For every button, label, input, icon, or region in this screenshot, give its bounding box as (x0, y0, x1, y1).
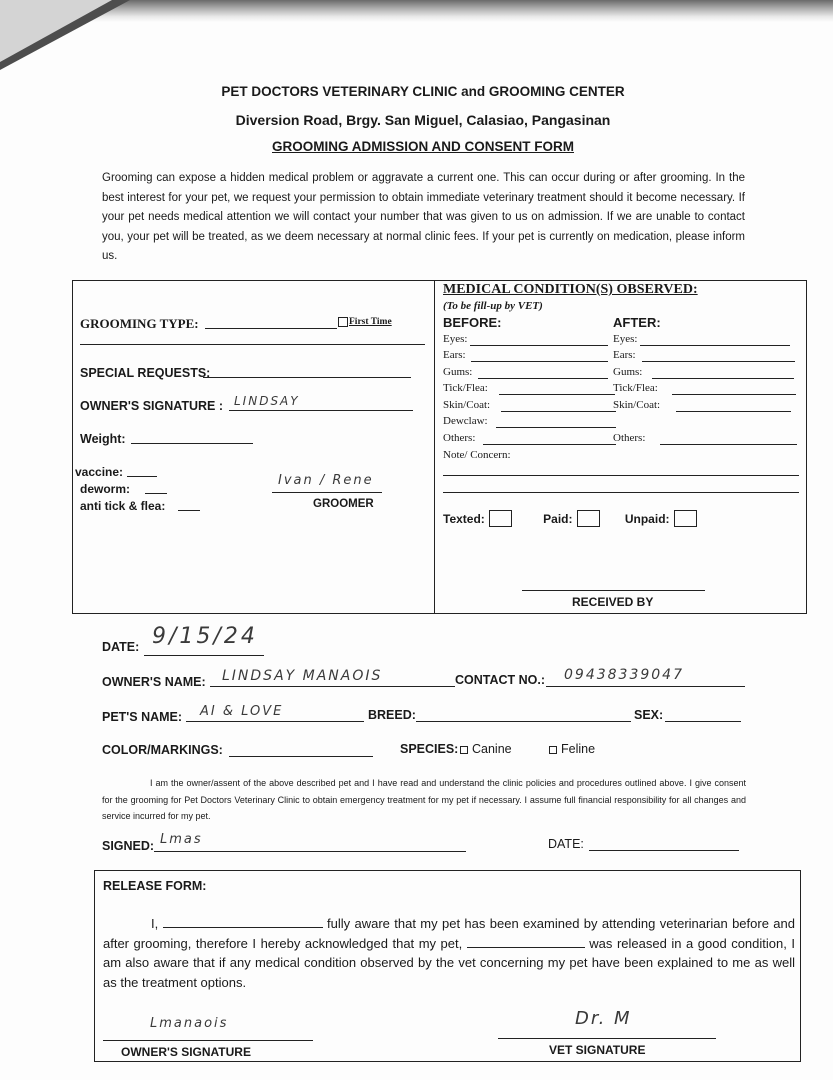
before-item-label: Dewclaw: (443, 415, 488, 427)
intro-paragraph: Grooming can expose a hidden medical problem or aggravate a current one. This can occur during or after grooming. In the best interest for your pet, we request your permission to obtain immediate veterinary treatment should it become necessary. If your pet needs medical attention we will contact your number that was given to us on admission. If we are unable to contact you, your pet will be treated, as we deem necessary at normal clinic fees. If your pet is currently on medication, please inform us. (102, 172, 745, 262)
clinic-name: PET DOCTORS VETERINARY CLINIC and GROOMING CENTER (221, 84, 625, 99)
grooming-type-line-2[interactable] (80, 344, 425, 345)
consent-paragraph: I am the owner/assent of the above described pet and I have read and understand the clinic policies and procedures outlined above. I give consent for the grooming for Pet Doctors Veterinary Clinic to obtain emergency treatment for my pet if necessary. I assume full financial responsibility for all changes and service incurred for my pet. (102, 778, 746, 821)
deworm-label: deworm: (80, 482, 131, 496)
signed-value: Lmas (160, 832, 203, 847)
after-label: AFTER: (613, 315, 661, 330)
box-divider (434, 280, 435, 614)
weight-field[interactable] (131, 443, 253, 444)
before-label: BEFORE: (443, 315, 502, 330)
before-item-label: Eyes: (443, 333, 468, 345)
vaccine-field[interactable] (127, 476, 157, 477)
contact-value: 09438339047 (564, 667, 684, 683)
pet-name-label: PET'S NAME: (102, 710, 183, 724)
pet-name-field[interactable] (186, 721, 364, 722)
deworm-field[interactable] (145, 493, 167, 494)
clinic-address: Diversion Road, Brgy. San Miguel, Calasiao, Pangasinan (235, 112, 611, 128)
unpaid-label: Unpaid: (624, 512, 670, 526)
release-vet-sig-value: Dr. M (575, 1008, 632, 1029)
first-time-label: First Time (349, 317, 392, 327)
after-item-label: Tick/Flea: (613, 382, 658, 394)
release-paragraph (103, 914, 795, 992)
note-line-1[interactable] (443, 475, 799, 476)
after-item-field[interactable] (676, 411, 791, 412)
signed-date-field[interactable] (589, 850, 739, 851)
owner-signature-field[interactable] (229, 410, 413, 411)
before-item-field[interactable] (496, 427, 616, 428)
before-item-field[interactable] (471, 361, 608, 362)
color-markings-label: COLOR/MARKINGS: (102, 743, 223, 757)
after-item-field[interactable] (652, 378, 794, 379)
note-line-2[interactable] (443, 492, 799, 493)
date-field[interactable] (144, 655, 264, 656)
groomer-label: GROOMER (313, 498, 374, 510)
after-item-label: Gums: (613, 366, 643, 378)
folded-corner-inner (0, 0, 112, 62)
species-label: SPECIES: (400, 742, 459, 756)
vaccine-label: vaccine: (75, 465, 124, 479)
release-vet-sig-label: VET SIGNATURE (549, 1043, 646, 1057)
feline-label: Feline (561, 742, 596, 756)
owner-name-label: OWNER'S NAME: (102, 675, 206, 689)
feline-checkbox[interactable] (549, 746, 557, 754)
unpaid-checkbox[interactable] (674, 510, 697, 527)
color-markings-field[interactable] (229, 756, 373, 757)
owner-name-value: LINDSAY MANAOIS (222, 668, 383, 684)
signed-date-label: DATE: (548, 837, 584, 851)
owner-signature-label: OWNER'S SIGNATURE : (80, 399, 224, 413)
medical-subtitle: (To be fill-up by VET) (443, 300, 543, 312)
before-item-label: Skin/Coat: (443, 399, 491, 411)
before-item-field[interactable] (470, 345, 608, 346)
first-time-checkbox[interactable] (338, 317, 348, 327)
release-i-label: I, (151, 916, 159, 931)
breed-field[interactable] (416, 721, 631, 722)
special-requests-field[interactable] (203, 377, 411, 378)
after-item-label: Eyes: (613, 333, 638, 345)
groomer-value: Ivan / Rene (278, 473, 374, 488)
form-title: GROOMING ADMISSION AND CONSENT FORM (272, 139, 574, 154)
contact-field[interactable] (546, 686, 745, 687)
release-text-1: fully aware that my pet has been examined by attending veterinarian (326, 916, 728, 931)
release-owner-sig-field[interactable] (103, 1040, 313, 1041)
before-item-label: Gums: (443, 366, 473, 378)
after-item-field[interactable] (660, 444, 797, 445)
owner-signature-value: LINDSAY (234, 394, 300, 408)
signed-field[interactable] (154, 851, 466, 852)
after-item-label: Others: (613, 432, 646, 444)
payment-status-row (443, 510, 697, 528)
medical-title: MEDICAL CONDITION(S) OBSERVED: (443, 282, 698, 297)
texted-checkbox[interactable] (489, 510, 512, 527)
canine-label: Canine (472, 742, 512, 756)
texted-label: Texted: (443, 512, 485, 526)
release-title: RELEASE FORM: (103, 879, 207, 893)
release-pet-field[interactable] (467, 936, 585, 948)
before-item-label: Ears: (443, 349, 466, 361)
before-item-field[interactable] (501, 411, 616, 412)
weight-label: Weight: (80, 432, 126, 446)
sex-label: SEX: (634, 708, 664, 722)
release-owner-sig-label: OWNER'S SIGNATURE (121, 1045, 251, 1059)
release-text-3: was released in a (589, 935, 694, 951)
release-text-2: before and after grooming, therefore I hereby acknowledged that my pet, (103, 916, 795, 951)
received-by-field[interactable] (522, 590, 705, 591)
groomer-field[interactable] (272, 492, 382, 493)
canine-checkbox[interactable] (460, 746, 468, 754)
sex-field[interactable] (665, 721, 741, 722)
owner-name-field[interactable] (210, 686, 455, 687)
before-item-label: Tick/Flea: (443, 382, 488, 394)
date-label: DATE: (102, 640, 140, 654)
date-value: 9/15/24 (152, 624, 258, 649)
before-item-field[interactable] (483, 444, 616, 445)
pet-name-value: AI & LOVE (200, 704, 284, 719)
special-requests-label: SPECIAL REQUESTS: (80, 366, 211, 380)
grooming-type-field[interactable] (205, 328, 337, 329)
received-by-label: RECEIVED BY (572, 595, 654, 609)
breed-label: BREED: (368, 708, 416, 722)
before-item-field[interactable] (478, 378, 608, 379)
after-item-field[interactable] (640, 345, 790, 346)
release-text-4: good condition, I am also aware that if any medical condition observed by the vet concerning my pet have been explained to me as well as the treatment options. (103, 935, 795, 990)
contact-label: CONTACT NO.: (455, 673, 546, 687)
release-vet-sig-field[interactable] (498, 1038, 716, 1039)
signed-label: SIGNED: (102, 839, 155, 853)
after-item-label: Skin/Coat: (613, 399, 661, 411)
after-item-field[interactable] (642, 361, 795, 362)
after-item-label: Ears: (613, 349, 636, 361)
note-concern-label: Note/ Concern: (443, 449, 511, 461)
after-item-field[interactable] (672, 394, 796, 395)
anti-tick-label: anti tick & flea: (80, 499, 166, 513)
release-owner-sig-value: Lmanaois (150, 1016, 229, 1031)
anti-tick-field[interactable] (178, 510, 200, 511)
release-name-field[interactable] (163, 916, 323, 928)
paid-checkbox[interactable] (577, 510, 600, 527)
before-item-field[interactable] (499, 394, 615, 395)
paid-label: Paid: (543, 512, 573, 526)
before-item-label: Others: (443, 432, 476, 444)
grooming-type-label: GROOMING TYPE: (80, 316, 199, 331)
